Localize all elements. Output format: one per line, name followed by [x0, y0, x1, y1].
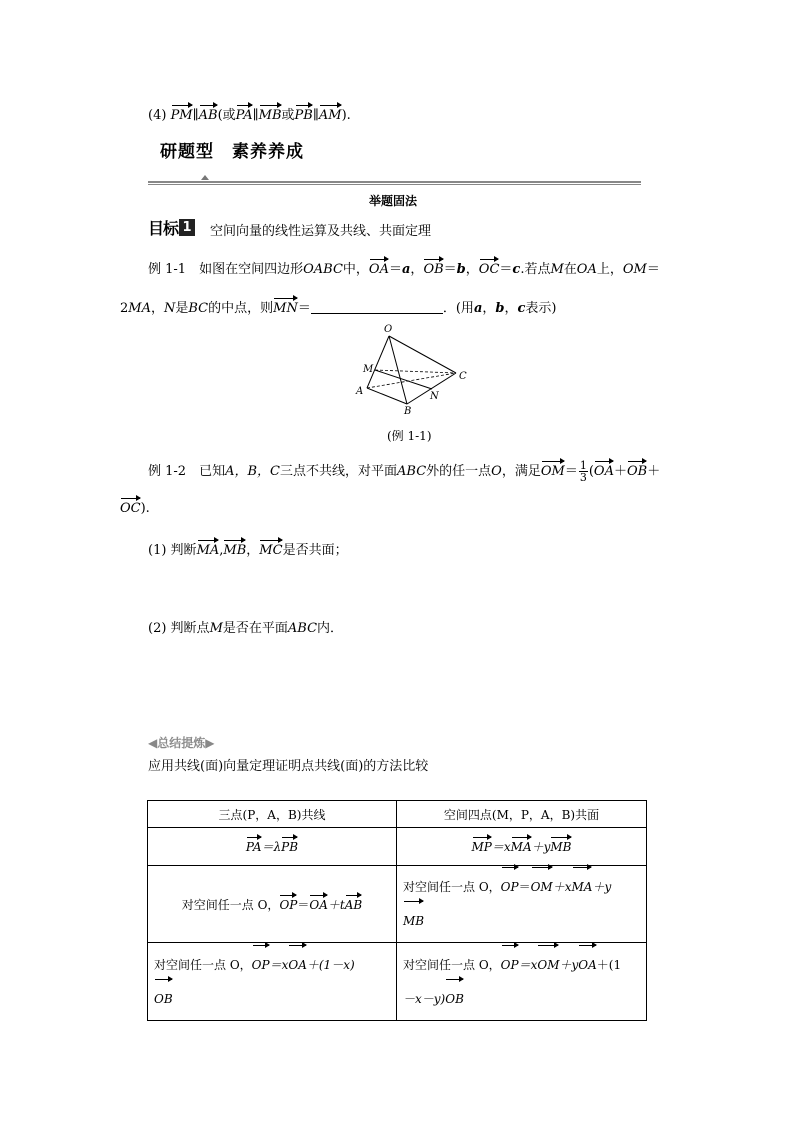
- vector-mb-q: MB: [223, 543, 247, 558]
- segment-mc-dashed: [375, 370, 456, 373]
- vector-ob-2: OB: [626, 464, 648, 479]
- example-1-1-line2: 2MA，N是BC的中点，则MN＝ ．(用a，b，c表示): [120, 301, 557, 316]
- divider-line: [148, 181, 641, 183]
- figure-caption: (例 1-1): [387, 429, 432, 443]
- label-c: C: [459, 371, 467, 382]
- example-1-2-line1: 例 1-2 已知A，B，C三点不共线，对平面ABC外的任一点O，满足OM＝ $\frac{1}{3}$ (OA＋OB＋: [148, 459, 661, 484]
- segment-mn: [375, 370, 432, 389]
- table-header-row: [148, 801, 647, 828]
- vector-ab: AB: [198, 108, 218, 123]
- answer-blank[interactable]: [311, 301, 443, 314]
- label-a: A: [356, 386, 364, 397]
- edge-ab: [367, 388, 407, 404]
- divider-marker: [201, 175, 209, 180]
- summary-tag: ◀总结提炼▶: [148, 736, 215, 750]
- edge-oc: [389, 336, 456, 373]
- edge-ac-dashed: [367, 373, 456, 388]
- goal-title: 空间向量的线性运算及共线、共面定理: [210, 224, 432, 239]
- cell-r3c2: 对空间任一点 O，OP＝xOM＋yOA＋(1 －x－y)OB: [397, 943, 647, 1021]
- section-title: 研题型 素养养成: [160, 142, 304, 162]
- vector-oa: OA: [368, 262, 389, 277]
- question-2: (2) 判断点M是否在平面ABC内．: [148, 621, 344, 636]
- vector-pm: PM: [170, 108, 193, 123]
- edge-oa: [367, 336, 389, 388]
- vector-am: AM: [318, 108, 342, 123]
- label-o: O: [384, 324, 393, 335]
- label-b: B: [404, 406, 412, 417]
- comparison-table: [147, 800, 647, 1021]
- vector-oa-2: OA: [593, 464, 614, 479]
- vector-oc-2: OC: [120, 501, 141, 516]
- cell-r2c2: 对空间任一点 O，OP＝OM＋xMA＋y MB: [397, 866, 647, 943]
- summary-title: 应用共线(面)向量定理证明点共线(面)的方法比较: [148, 759, 429, 774]
- label-m: M: [363, 364, 374, 375]
- vector-om: OM: [540, 464, 565, 479]
- cell-r1c2: MP＝xMA＋yMB: [397, 828, 647, 866]
- header-collinear: 三点(P，A，B)共线: [148, 801, 397, 828]
- vector-ma: MA: [196, 543, 220, 558]
- goal-badge: 目标 1: [148, 218, 195, 236]
- vector-oc: OC: [478, 262, 500, 277]
- table-row: [148, 943, 647, 1021]
- vector-mb: MB: [258, 108, 282, 123]
- cell-r3c1: 对空间任一点 O，OP＝xOA＋(1－x) OB: [148, 943, 397, 1021]
- tetrahedron-figure: [350, 322, 480, 422]
- example-1-1-line1: 例 1-1 如图在空间四边形OABC中，OA＝a，OB＝b，OC＝c.若点M在OA上，OM＝: [148, 262, 660, 277]
- vector-pb: PB: [294, 108, 313, 123]
- example-1-2-line2: OC).: [120, 501, 150, 516]
- table-row: [148, 866, 647, 943]
- line-4: (4) PM∥AB(或PA∥MB或PB∥AM).: [148, 108, 351, 123]
- table-row: [148, 828, 647, 866]
- cell-r2c1: 对空间任一点 O，OP＝OA＋tAB: [148, 866, 397, 943]
- vector-ob: OB: [423, 262, 444, 277]
- cell-r1c1: PA＝λPB: [148, 828, 397, 866]
- vector-pa: PA: [235, 108, 253, 123]
- subsection-title: 举题固法: [369, 194, 418, 208]
- vector-mn: MN: [273, 301, 298, 316]
- vector-mc: MC: [259, 543, 283, 558]
- question-1: (1) 判断MA,MB，MC是否共面；: [148, 543, 348, 558]
- fraction-one-third: $\frac{1}{3}$: [579, 459, 587, 484]
- edge-ob: [389, 336, 407, 404]
- divider-line-thin: [148, 184, 641, 185]
- header-coplanar: 空间四点(M，P，A，B)共面: [397, 801, 647, 828]
- label-n: N: [430, 391, 439, 402]
